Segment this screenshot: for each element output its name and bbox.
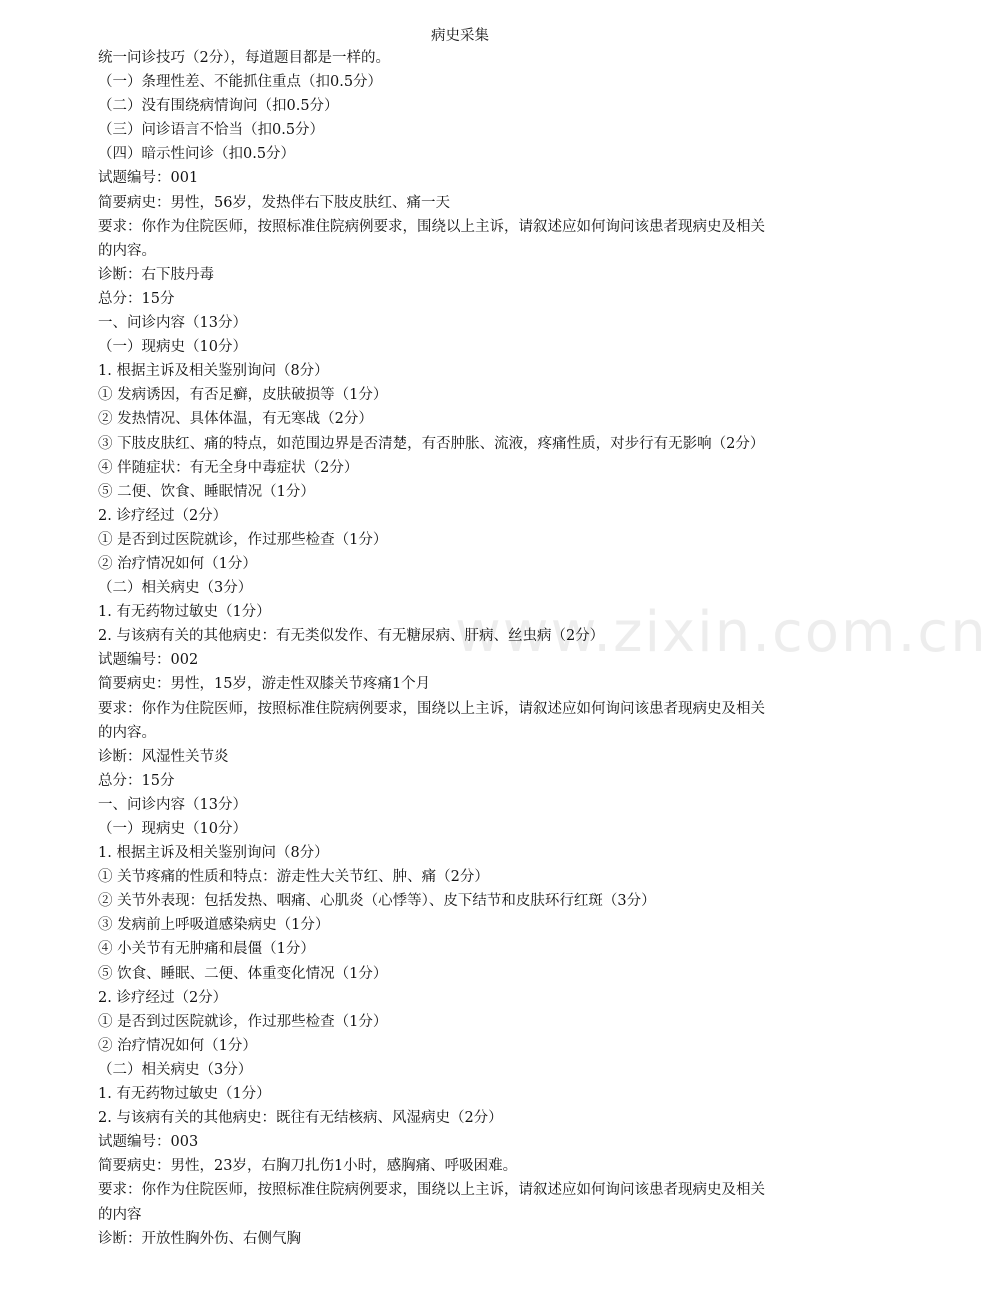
- text-line: （一）条理性差、不能抓住重点（扣0.5分）: [98, 74, 383, 91]
- text-line: 简要病史：男性，15岁，游走性双膝关节疼痛1个月: [98, 676, 431, 693]
- text-line: 诊断：开放性胸外伤、右侧气胸: [98, 1230, 301, 1247]
- text-line: ③ 下肢皮肤红、痛的特点，如范围边界是否清楚，有否肿胀、流液，疼痛性质，对步行有无影响（2分）: [98, 435, 765, 452]
- text-line: （三）问诊语言不恰当（扣0.5分）: [98, 122, 325, 139]
- text-line: 简要病史：男性，56岁，发热伴右下肢皮肤红、痛一天: [98, 194, 450, 211]
- watermark: www.zixin.com.cn: [455, 600, 988, 665]
- text-line: ② 治疗情况如何（1分）: [98, 555, 257, 572]
- text-line: （二）相关病史（3分）: [98, 580, 253, 597]
- text-line: 一、问诊内容（13分）: [98, 315, 247, 332]
- text-line: （一）现病史（10分）: [98, 821, 247, 837]
- text-line: 2. 与该病有关的其他病史：既往有无结核病、风湿病史（2分）: [98, 1110, 503, 1127]
- text-line: 要求：你作为住院医师，按照标准住院病例要求，围绕以上主诉，请叙述应如何询问该患者现病史及相关: [98, 218, 765, 235]
- text-line: （二）相关病史（3分）: [98, 1061, 253, 1078]
- text-line: 总分：15分: [98, 290, 175, 307]
- text-line: 1. 根据主诉及相关鉴别询问（8分）: [98, 845, 329, 862]
- text-line: 1. 有无药物过敏史（1分）: [98, 604, 271, 621]
- text-line: 1. 根据主诉及相关鉴别询问（8分）: [98, 363, 329, 380]
- text-line: 简要病史：男性，23岁，右胸刀扎伤1小时，感胸痛、呼吸困难。: [98, 1158, 518, 1175]
- text-line: 诊断：风湿性关节炎: [98, 748, 229, 765]
- text-line: ⑤ 二便、饮食、睡眠情况（1分）: [98, 483, 315, 500]
- text-line: ④ 小关节有无肿痛和晨僵（1分）: [98, 941, 315, 958]
- text-line: ③ 发病前上呼吸道感染病史（1分）: [98, 917, 330, 934]
- text-line: 的内容: [98, 1206, 142, 1223]
- text-line: 2. 与该病有关的其他病史：有无类似发作、有无糖尿病、肝病、丝虫病（2分）: [98, 628, 605, 645]
- text-line: ② 治疗情况如何（1分）: [98, 1037, 257, 1054]
- text-line: （四）暗示性问诊（扣0.5分）: [98, 146, 296, 163]
- document-body: [98, 46, 858, 1251]
- text-line: ⑤ 饮食、睡眠、二便、体重变化情况（1分）: [98, 965, 388, 982]
- text-line: ① 发病诱因，有否足癣，皮肤破损等（1分）: [98, 387, 388, 404]
- text-line: ① 关节疼痛的性质和特点：游走性大关节红、肿、痛（2分）: [98, 869, 489, 886]
- text-line: 2. 诊疗经过（2分）: [98, 507, 228, 524]
- text-line: 2. 诊疗经过（2分）: [98, 989, 228, 1006]
- text-line: 一、问诊内容（13分）: [98, 796, 247, 813]
- document-title: 病史采集: [431, 28, 489, 44]
- text-line: 诊断：右下肢丹毒: [98, 266, 214, 283]
- text-line: 的内容。: [98, 242, 156, 259]
- text-line: 试题编号：002: [98, 652, 199, 669]
- text-line: ④ 伴随症状：有无全身中毒症状（2分）: [98, 459, 359, 476]
- text-line: ② 关节外表现：包括发热、咽痛、心肌炎（心悸等）、皮下结节和皮肤环行红斑（3分）: [98, 893, 656, 910]
- text-line: 试题编号：001: [98, 170, 199, 187]
- text-line: 要求：你作为住院医师，按照标准住院病例要求，围绕以上主诉，请叙述应如何询问该患者现病史及相关: [98, 700, 765, 717]
- text-line: 试题编号：003: [98, 1134, 199, 1151]
- text-line: 要求：你作为住院医师，按照标准住院病例要求，围绕以上主诉，请叙述应如何询问该患者现病史及相关: [98, 1182, 765, 1199]
- text-line: ① 是否到过医院就诊，作过那些检查（1分）: [98, 531, 388, 548]
- text-line: 1. 有无药物过敏史（1分）: [98, 1086, 271, 1103]
- text-line: （二）没有围绕病情询问（扣0.5分）: [98, 98, 339, 115]
- text-line: 统一问诊技巧（2分），每道题目都是一样的。: [98, 50, 390, 66]
- text-line: 的内容。: [98, 724, 156, 741]
- text-line: 总分：15分: [98, 772, 175, 789]
- text-line: ② 发热情况、具体体温，有无寒战（2分）: [98, 411, 373, 428]
- text-line: （一）现病史（10分）: [98, 339, 247, 356]
- text-line: ① 是否到过医院就诊，作过那些检查（1分）: [98, 1013, 388, 1030]
